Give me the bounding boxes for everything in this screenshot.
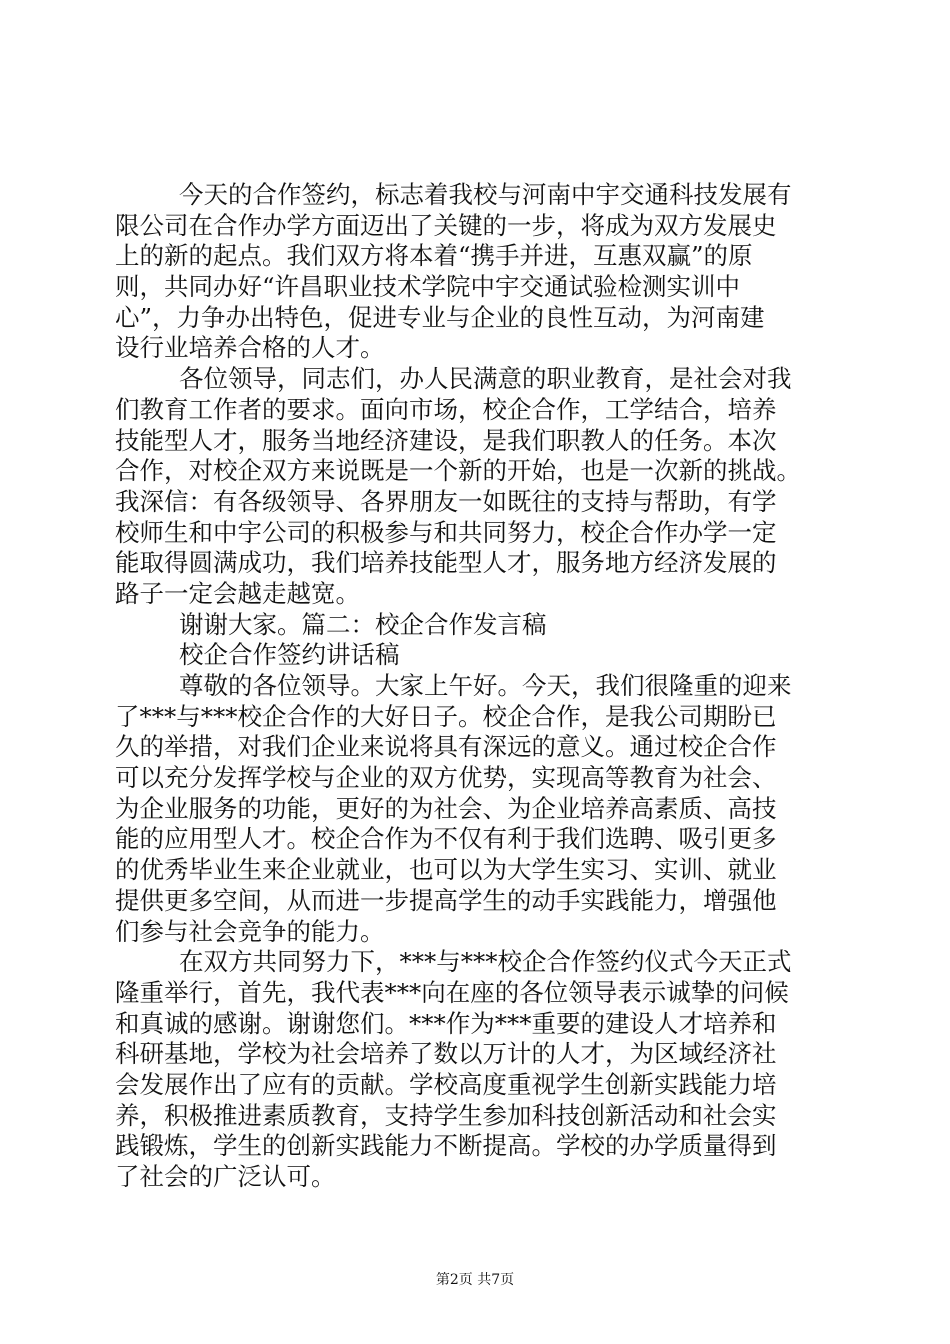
section-subtitle: 校企合作签约讲话稿 (179, 640, 400, 670)
paragraph-line: 践锻炼，学生的创新实践能力不断提高。学校的办学质量得到 (115, 1131, 777, 1161)
paragraph-line: 合作，对校企双方来说既是一个新的开始，也是一次新的挑战。 (115, 456, 801, 486)
paragraph-line: 今天的合作签约，标志着我校与河南中宇交通科技发展有 (179, 180, 792, 209)
paragraph-line: 们教育工作者的要求。面向市场，校企合作，工学结合，培养 (115, 394, 777, 424)
paragraph-line: 隆重举行，首先，我代表***向在座的各位领导表示诚挚的问候 (115, 977, 789, 1007)
document-body (115, 180, 835, 1193)
paragraph-line: 养，积极推进素质教育，支持学生参加科技创新活动和社会实 (115, 1100, 777, 1130)
paragraph-line: 的优秀毕业生来企业就业，也可以为大学生实习、实训、就业 (115, 855, 777, 885)
paragraph-line: 在双方共同努力下，***与***校企合作签约仪式今天正式 (179, 947, 792, 977)
paragraph-line: 久的举措，对我们企业来说将具有深远的意义。通过校企合作 (115, 732, 777, 762)
paragraph-line: 尊敬的各位领导。大家上午好。今天，我们很隆重的迎来 (179, 671, 792, 700)
paragraph-line: 限公司在合作办学方面迈出了关键的一步，将成为双方发展史 (115, 210, 777, 240)
paragraph-line: 技能型人才，服务当地经济建设，是我们职教人的任务。本次 (115, 425, 777, 455)
paragraph-line: 了***与***校企合作的大好日子。校企合作，是我公司期盼已 (115, 701, 777, 731)
paragraph-line: 会发展作出了应有的贡献。学校高度重视学生创新实践能力培 (115, 1069, 777, 1099)
paragraph-line: 提供更多空间，从而进一步提高学生的动手实践能力，增强他 (115, 885, 777, 915)
paragraph-line: 和真诚的感谢。谢谢您们。***作为***重要的建设人才培养和 (115, 1008, 777, 1038)
paragraph-line: 各位领导，同志们，办人民满意的职业教育，是社会对我 (179, 364, 792, 394)
paragraph-line: 设行业培养合格的人才。 (115, 333, 385, 363)
page-footer (0, 1271, 950, 1289)
paragraph-line: 校师生和中宇公司的积极参与和共同努力，校企合作办学一定 (115, 517, 777, 547)
paragraph-line: 上的新的起点。我们双方将本着“携手并进，互惠双赢”的原 (115, 241, 753, 271)
paragraph-line: 路子一定会越走越宽。 (115, 578, 360, 608)
paragraph-line: 了社会的广泛认可。 (115, 1162, 336, 1191)
page-number: 第2页 共7页 (435, 1272, 515, 1288)
paragraph-line: 科研基地，学校为社会培养了数以万计的人才，为区域经济社 (115, 1039, 777, 1069)
closing-and-section-title: 谢谢大家。篇二：校企合作发言稿 (179, 609, 547, 639)
paragraph-line: 心”，力争办出特色，促进专业与企业的良性互动，为河南建 (115, 302, 765, 332)
paragraph-line: 我深信：有各级领导、各界朋友一如既往的支持与帮助，有学 (115, 486, 777, 516)
paragraph-line: 们参与社会竞争的能力。 (115, 916, 385, 946)
paragraph-line: 能取得圆满成功，我们培养技能型人才，服务地方经济发展的 (115, 548, 777, 578)
paragraph-line: 可以充分发挥学校与企业的双方优势，实现高等教育为社会、 (115, 763, 777, 793)
paragraph-line: 为企业服务的功能，更好的为社会、为企业培养高素质、高技 (115, 793, 777, 823)
paragraph-line: 能的应用型人才。校企合作为不仅有利于我们选聘、吸引更多 (115, 824, 777, 854)
paragraph-line: 则，共同办好“许昌职业技术学院中宇交通试验检测实训中 (115, 272, 741, 302)
